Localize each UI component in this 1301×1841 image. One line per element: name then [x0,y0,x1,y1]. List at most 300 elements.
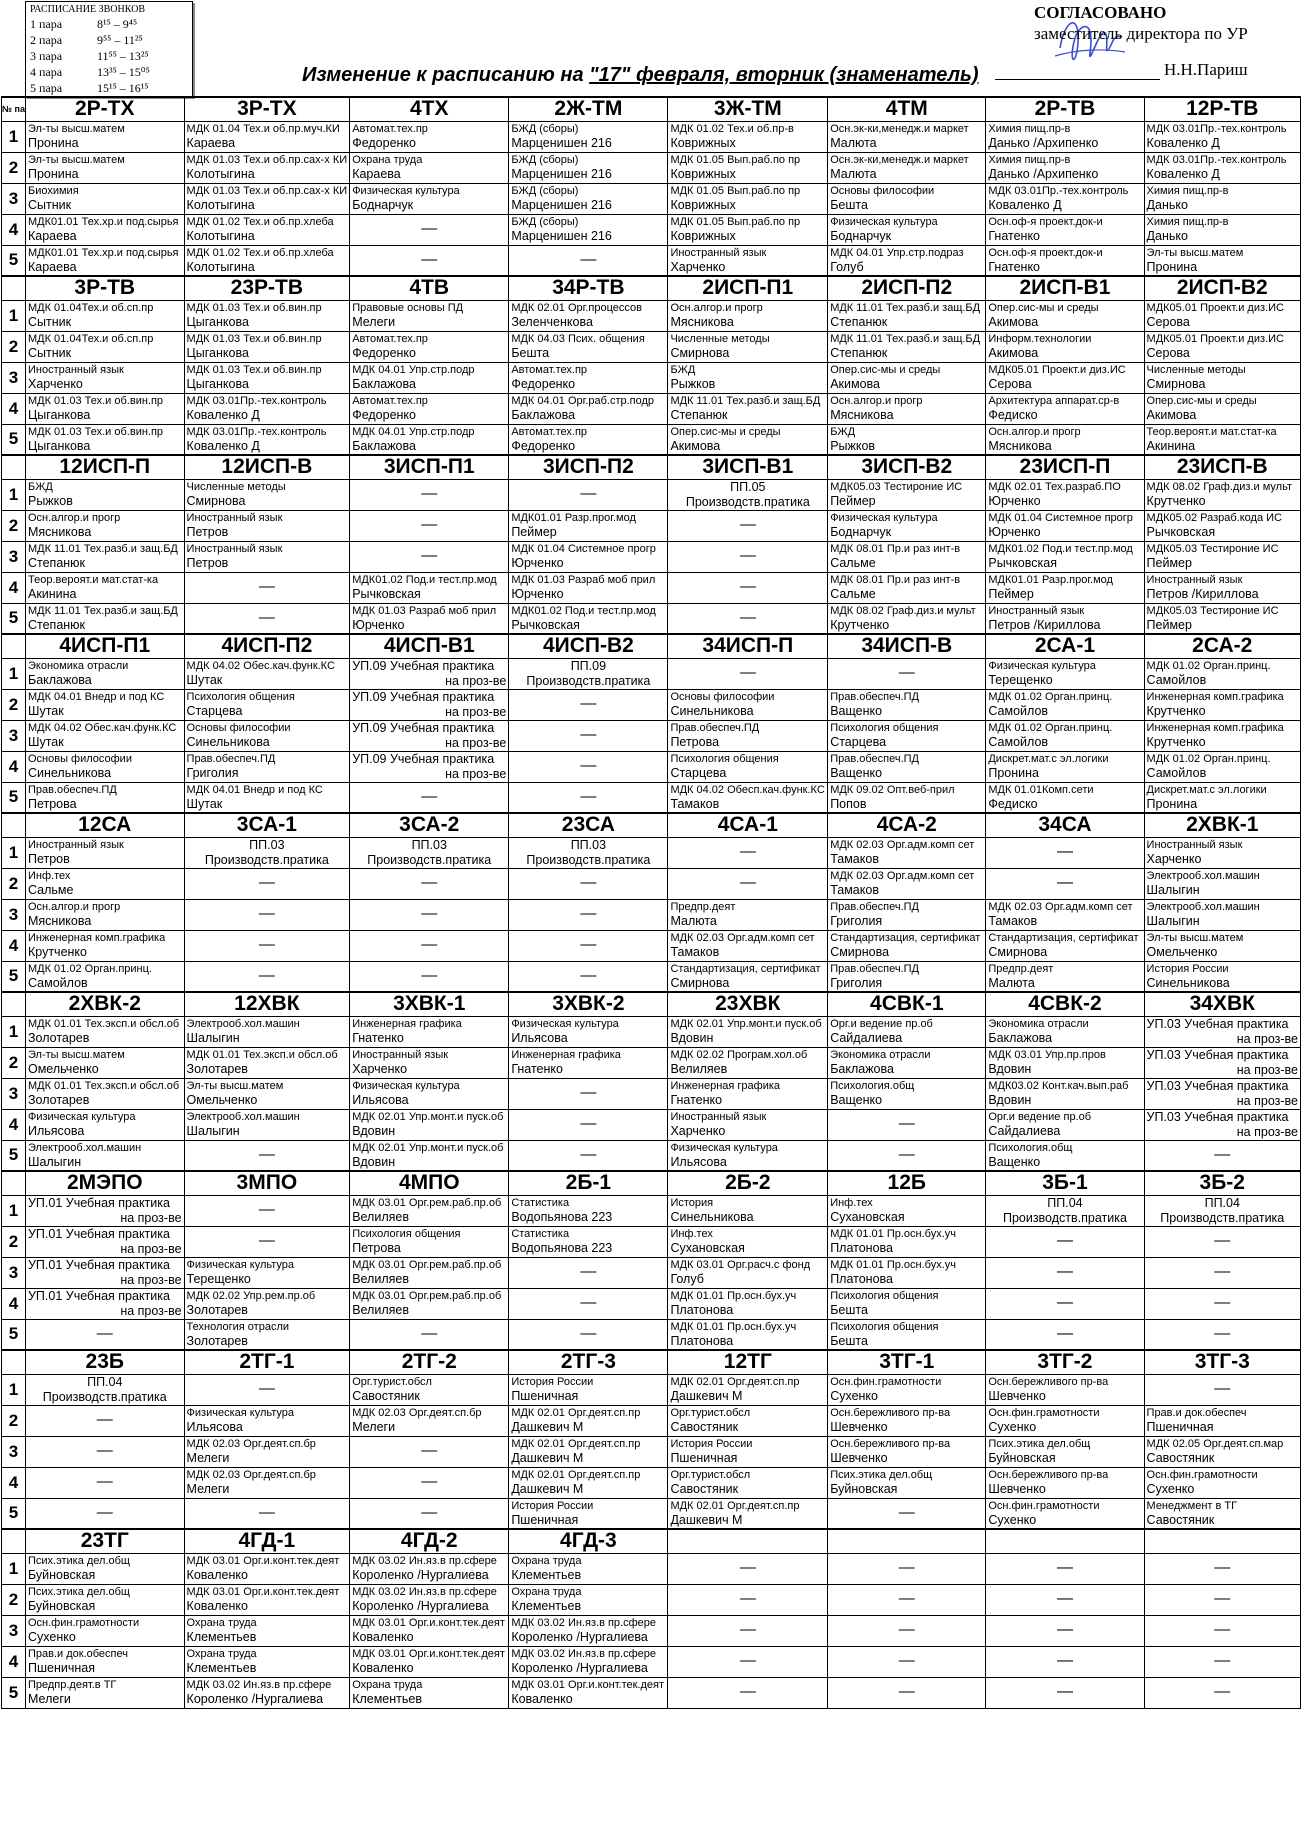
empty-dash: — [258,1379,275,1397]
lesson-cell [184,572,350,603]
lesson-cell [509,689,668,720]
subject-name: МДК 03.01 Орг.рем.раб.пр.об [352,1289,502,1302]
teacher-name: Гнатенко [988,228,1041,243]
lesson-cell [828,1226,986,1257]
lesson-cell [509,300,668,331]
lesson-cell [986,782,1144,813]
pair-number: 5 [2,1140,26,1171]
pair-number: 5 [2,245,26,276]
pair-number: 4 [2,214,26,245]
subject-name: МДК 01.04Тех.и об.сп.пр [27,332,154,345]
teacher-name: Харченко [352,1061,408,1076]
lesson-cell [986,1109,1144,1140]
lesson-cell [828,1109,986,1140]
subject-name: МДК 01.02 Орган.принц. [1146,659,1271,672]
lesson-cell [828,1374,986,1405]
lesson-cell [509,782,668,813]
lesson-cell [668,214,828,245]
subject-name: БЖД [830,425,856,438]
lesson-cell [986,1226,1144,1257]
empty-dash: — [580,966,597,984]
lesson-cell [509,603,668,634]
group-name: 23ИСП-В [1144,455,1300,479]
empty-dash: — [1214,1293,1231,1311]
bell-row [30,48,188,64]
empty-dash: — [898,1145,915,1163]
empty-dash: — [1214,1620,1231,1638]
lesson-cell [1144,1436,1300,1467]
subject-name: МДК 01.04 Тех.и об.пр.муч.КИ [186,122,340,135]
subject-name: МДК01.01 Разр.прог.мод [511,511,636,524]
lesson-cell [1144,1257,1300,1288]
pair-number: 5 [2,1677,26,1708]
teacher-name: Малюта [830,135,877,150]
lesson-cell [668,961,828,992]
subject-name: Инженерная комп.графика [1146,721,1284,734]
bell-time: 9⁵⁵ – 11²⁵ [97,33,143,47]
subject-name: Прав.обеспеч.ПД [830,900,919,913]
subject-name: БЖД (сборы) [511,184,579,197]
lesson-cell [25,1553,184,1584]
subject-name: Инженерная комп.графика [1146,690,1284,703]
subject-name: МДК 03.02 Ин.яз.в пр.сфере [511,1647,656,1660]
lesson-cell [668,1615,828,1646]
pair-number: 2 [2,1584,26,1615]
teacher-name: Сайдалиева [988,1123,1061,1138]
lesson-cell [828,479,986,510]
pair-number-header [2,1529,26,1553]
teacher-name: Баклажова [830,1061,894,1076]
teacher-name: Дашкевич М [670,1512,743,1527]
lesson-cell [25,331,184,362]
lesson-cell [828,1016,986,1047]
subject-name: Псих.этика дел.общ [27,1585,130,1598]
subject-name: Осн.фин.грамотности [988,1406,1100,1419]
subject-name: Основы философии [670,690,775,703]
lesson-cell [668,1467,828,1498]
teacher-name: Коваленко [186,1598,248,1613]
subject-name: Охрана труда [511,1554,582,1567]
lesson-cell [509,214,668,245]
teacher-name: Крутченко [1146,493,1206,508]
empty-dash: — [96,1324,113,1342]
subject-name: МДК 01.01 Тех.эксп.и обсл.об [27,1017,180,1030]
subject-name: Прав.обеспеч.ПД [186,752,276,765]
group-header-row [2,455,1301,479]
table-row [2,1016,1301,1047]
lesson-cell [25,930,184,961]
lesson-cell [828,1553,986,1584]
lesson-cell [668,1374,828,1405]
pair-number: 1 [2,479,26,510]
empty-dash: — [1056,1651,1073,1669]
lesson-cell [1144,1078,1300,1109]
subject-name: Псих.этика дел.общ [830,1468,933,1481]
teacher-name: Марценишен 216 [511,135,612,150]
lesson-cell [668,1016,828,1047]
lesson-cell [184,1047,350,1078]
subject-name: Статистика [511,1227,570,1240]
empty-dash: — [898,1589,915,1607]
lesson-cell [184,1498,350,1529]
subject-name: МДК 02.05 Орг.деят.сп.мар [1146,1437,1284,1450]
lesson-cell [986,1140,1144,1171]
teacher-name: Данько /Архипенко [988,135,1099,150]
subject-name: МДК 01.01 Тех.эксп.и обсл.об [27,1079,180,1092]
teacher-name: Клементьев [352,1691,422,1706]
empty-dash: — [898,1503,915,1521]
lesson-cell [184,479,350,510]
lesson-cell [25,1436,184,1467]
empty-dash: — [96,1472,113,1490]
group-name: 2Б-2 [668,1171,828,1195]
subject-name: МДК 03.01 Орг.расч.с фонд [670,1258,811,1271]
teacher-name: Сальме [830,555,876,570]
lesson-cell [350,572,509,603]
teacher-name: Марценишен 216 [511,197,612,212]
lesson-cell [668,1677,828,1708]
teacher-name: Платонова [670,1333,734,1348]
pair-number: 1 [2,837,26,868]
teacher-name: Мясникова [988,438,1052,453]
lesson-cell [509,720,668,751]
lesson-cell [350,1405,509,1436]
group-name: 23ХВК [668,992,828,1016]
teacher-name: Петрова [670,734,720,749]
group-header-row [2,1350,1301,1374]
lesson-cell [668,1319,828,1350]
subject-name: Опер.сис-мы и среды [670,425,781,438]
group-name [668,1529,828,1553]
lesson-cell [25,1467,184,1498]
lesson-cell [986,1047,1144,1078]
teacher-name: Пеймер [511,524,557,539]
lesson-cell [1144,658,1300,689]
lesson-cell [25,152,184,183]
lesson-cell [509,868,668,899]
lesson-cell [350,300,509,331]
lesson-cell [350,331,509,362]
subject-name: История России [1146,962,1229,975]
subject-name: МДК 02.01 Тех.разраб.ПО [988,480,1121,493]
teacher-name: Пронина [27,166,79,181]
subject-name: Предпр.деят.в ТГ [27,1678,117,1691]
lesson-cell [1144,961,1300,992]
subject-name: МДК 01.02 Орган.принц. [988,690,1113,703]
group-name: 2ИСП-П2 [828,276,986,300]
lesson-cell [184,1288,350,1319]
lesson-cell [828,1615,986,1646]
subject-name: МДК 01.03 Тех.и об.пр.сах-х КИ [186,184,348,197]
subject-name: МДК 03.01 Орг.и.конт.тек.деят [186,1554,340,1567]
subject-name: МДК 11.01 Тех.разб.и защ.БД [830,301,981,314]
teacher-name: Шутак [186,672,223,687]
teacher-name: Степанюк [670,407,728,422]
pair-number: 1 [2,658,26,689]
group-name: 3Б-2 [1144,1171,1300,1195]
teacher-name: Степанюк [830,314,888,329]
teacher-name: Федоренко [511,376,576,391]
lesson-cell [184,658,350,689]
subject-name: МДК 03.02 Ин.яз.в пр.сфере [511,1616,656,1629]
teacher-name: Коваленко Д [186,407,260,422]
teacher-name: Ващенко [830,1092,883,1107]
table-row [2,510,1301,541]
teacher-name: Савостяник [670,1481,739,1496]
lesson-cell [668,393,828,424]
bell-schedule [25,1,193,97]
teacher-name: Юрченко [352,617,405,632]
teacher-name: Клементьев [186,1629,257,1644]
lesson-cell [986,393,1144,424]
empty-dash: — [421,966,438,984]
teacher-name: Акимова [988,345,1039,360]
practice-place: на проз-ве [1236,1124,1298,1139]
table-row [2,930,1301,961]
teacher-name: Синельникова [670,703,754,718]
subject-name: МДК 02.01 Орг.деят.сп.пр [511,1437,641,1450]
teacher-name: Синельникова [27,765,112,780]
empty-dash: — [1056,1293,1073,1311]
table-row [2,479,1301,510]
empty-dash: — [898,1651,915,1669]
lesson-cell [350,1195,509,1226]
teacher-name: Старцева [670,765,727,780]
empty-dash: — [421,484,438,502]
empty-dash: — [1214,1231,1231,1249]
pair-number: 4 [2,393,26,424]
table-row [2,424,1301,455]
subject-name: МДК 01.02 Тех.и об.пр.хлеба [186,215,334,228]
subject-name: Опер.сис-мы и среды [1146,394,1257,407]
subject-name: Эл-ты высш.матем [1146,931,1244,944]
lesson-cell [25,603,184,634]
lesson-cell [1144,603,1300,634]
teacher-name: Рыжков [670,376,716,391]
teacher-name: Вдовин [988,1092,1032,1107]
teacher-name: Баклажова [352,438,416,453]
teacher-name: Пеймер [988,586,1034,601]
table-row [2,331,1301,362]
lesson-cell [25,1677,184,1708]
teacher-name: Караева [352,166,401,181]
lesson-cell [350,541,509,572]
teacher-name: Боднарчук [830,228,892,243]
schedule-table [1,96,1301,1709]
pair-number: 2 [2,1226,26,1257]
lesson-cell [350,961,509,992]
subject-name: МДК 04.03 Псих. общения [511,332,645,345]
practice-title: ПП.04 [87,1374,123,1389]
lesson-cell [25,1016,184,1047]
lesson-cell [509,658,668,689]
lesson-cell [828,961,986,992]
subject-name: МДК05.01 Проект.и диз.ИС [1146,332,1284,345]
lesson-cell [25,214,184,245]
lesson-cell [184,300,350,331]
lesson-cell [184,1319,350,1350]
lesson-cell [184,1467,350,1498]
pair-number: 5 [2,1319,26,1350]
lesson-cell [184,1016,350,1047]
teacher-name: Рычковская [352,586,421,601]
lesson-cell [184,1257,350,1288]
subject-name: МДК01.01 Тех.хр.и под.сырья [27,215,179,228]
teacher-name: Клементьев [186,1660,257,1675]
group-name: 4СВК-1 [828,992,986,1016]
subject-name: Иностранный язык [352,1048,449,1061]
lesson-cell [350,837,509,868]
lesson-cell [184,837,350,868]
lesson-cell [1144,183,1300,214]
practice-place: Производств.пратика [367,852,492,867]
subject-name: Автомат.тех.пр [352,394,428,407]
teacher-name: Мясникова [27,524,92,539]
lesson-cell [25,782,184,813]
lesson-cell [25,1288,184,1319]
teacher-name: Шутак [186,796,223,811]
teacher-name: Омельченко [186,1092,258,1107]
lesson-cell [184,1195,350,1226]
teacher-name: Коваленко [352,1660,414,1675]
teacher-name: Коваленко Д [988,197,1062,212]
subject-name: МДК 02.03 Орг.адм.комп сет [830,869,975,882]
empty-dash: — [258,873,275,891]
teacher-name: Платонова [670,1302,734,1317]
teacher-name: Сальме [27,882,74,897]
empty-dash: — [1214,1379,1231,1397]
group-name: 4ТХ [350,97,509,121]
pair-number: 3 [2,1436,26,1467]
bell-row [30,64,188,80]
empty-dash: — [739,842,756,860]
group-name: 12СА [25,813,184,837]
lesson-cell [668,689,828,720]
lesson-cell [350,899,509,930]
practice-title: УП.09 Учебная практика [352,751,495,766]
subject-name: Стандартизация, сертификат [830,931,981,944]
group-name: 2ИСП-В2 [1144,276,1300,300]
lesson-cell [350,1646,509,1677]
teacher-name: Смирнова [830,944,890,959]
lesson-cell [1144,152,1300,183]
empty-dash: — [258,577,275,595]
lesson-cell [25,1257,184,1288]
lesson-cell [828,1195,986,1226]
group-name: 12Б [828,1171,986,1195]
teacher-name: Старцева [830,734,887,749]
lesson-cell [350,1615,509,1646]
lesson-cell [184,689,350,720]
subject-name: Экономика отрасли [988,1017,1089,1030]
group-name [986,1529,1144,1553]
group-name: 12ХВК [184,992,350,1016]
lesson-cell [184,183,350,214]
lesson-cell [986,121,1144,152]
subject-name: Дискрет.мат.с эл.логики [988,752,1109,765]
teacher-name: Мелеги [352,314,396,329]
lesson-cell [350,1553,509,1584]
table-row [2,1195,1301,1226]
lesson-cell [184,121,350,152]
teacher-name: Коваленко [511,1691,573,1706]
subject-name: МДК 02.03 Орг.адм.комп сет [988,900,1133,913]
lesson-cell [350,424,509,455]
lesson-cell [828,1436,986,1467]
lesson-cell [509,961,668,992]
lesson-cell [25,1226,184,1257]
group-name: 3ХВК-2 [509,992,668,1016]
group-name: 12ТГ [668,1350,828,1374]
subject-name: Теор.вероят.и мат.стат-ка [1146,425,1277,438]
pair-number: 3 [2,541,26,572]
lesson-cell [668,1553,828,1584]
lesson-cell [509,1078,668,1109]
table-row [2,362,1301,393]
bell-pair-label: 1 пара [30,17,63,31]
table-row [2,1109,1301,1140]
subject-name: МДК 01.04 Системное прогр [511,542,656,555]
lesson-cell [1144,510,1300,541]
subject-name: Физическая культура [830,215,938,228]
teacher-name: Пронина [1146,259,1198,274]
subject-name: БЖД [27,480,53,493]
lesson-cell [184,393,350,424]
group-name: 2ХВК-2 [25,992,184,1016]
subject-name: МДК 02.01 Упр.монт.и пуск.об [352,1110,504,1123]
lesson-cell [986,1319,1144,1350]
lesson-cell [350,1140,509,1171]
subject-name: Инженерная комп.графика [27,931,166,944]
teacher-name: Терещенко [988,672,1053,687]
teacher-name: Буйновская [27,1567,96,1582]
lesson-cell [184,720,350,751]
subject-name: Прав.и док.обеспеч [1146,1406,1247,1419]
lesson-cell [828,152,986,183]
empty-dash: — [1056,1620,1073,1638]
empty-dash: — [421,1472,438,1490]
subject-name: МДК 02.03 Орг.адм.комп сет [830,838,975,851]
table-row [2,183,1301,214]
group-name: 4ИСП-В1 [350,634,509,658]
lesson-cell [986,479,1144,510]
teacher-name: Смирнова [670,345,730,360]
teacher-name: Синельникова [1146,975,1230,990]
subject-name: МДК05.03 Тестироние ИС [1146,542,1279,555]
practice-title: УП.03 Учебная практика [1146,1047,1289,1062]
subject-name: Технология отрасли [186,1320,290,1333]
table-row [2,300,1301,331]
teacher-name: Смирнова [186,493,246,508]
subject-name: Основы философии [830,184,935,197]
lesson-cell [509,930,668,961]
lesson-cell [509,1677,668,1708]
teacher-name: Короленко /Нургалиева [352,1598,489,1613]
practice-place: на проз-ве [120,1303,182,1318]
lesson-cell [509,541,668,572]
teacher-name: Тамаков [830,882,879,897]
empty-dash: — [580,725,597,743]
teacher-name: Самойлов [988,703,1049,718]
pair-number: 4 [2,751,26,782]
empty-dash: — [1214,1145,1231,1163]
lesson-cell [668,300,828,331]
empty-dash: — [580,1293,597,1311]
subject-name: Орг.турист.обсл [670,1406,751,1419]
subject-name: Иностранный язык [186,511,283,524]
empty-dash: — [1056,1231,1073,1249]
pair-number: 5 [2,782,26,813]
